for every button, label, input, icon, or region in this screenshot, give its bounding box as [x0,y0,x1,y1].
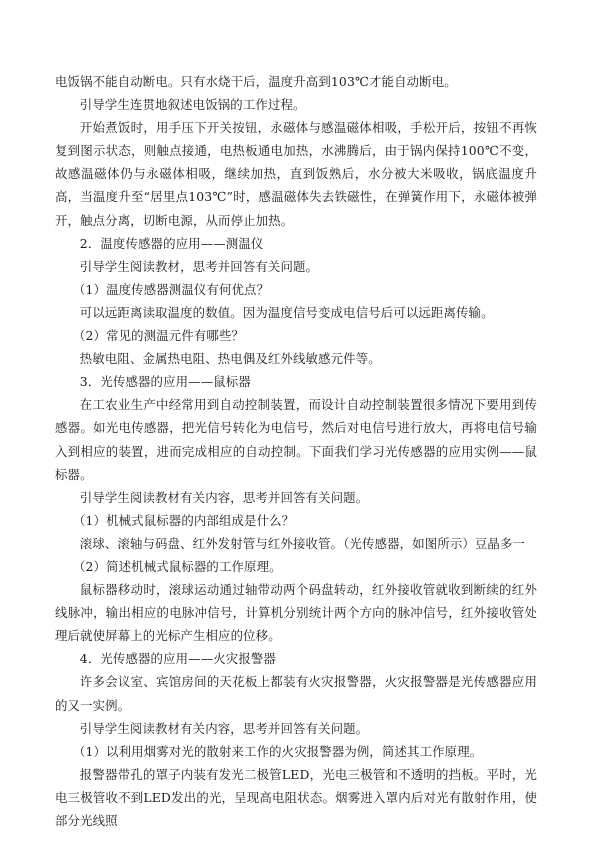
heading-fire-alarm: 4．光传感器的应用——火灾报警器 [79,651,276,667]
paragraph-guide-read: 引导学生阅读教材，思考并回答有关问题。 [79,258,319,274]
paragraph-fire-alarm-intro: 许多会议室、宾馆房间的天花板上都装有火灾报警器，火灾报警器是光传感器应用的又一实例。 [55,674,537,713]
question-mouse-principle: （2）简述机械式鼠标器的工作原理。 [72,558,282,574]
answer-mouse-components: 滚球、滚轴与码盘、红外发射管与红外接收管。（光传感器，如图所示）豆晶多一 [79,535,526,551]
question-temperature-elements: （2）常见的测温元件有哪些？ [72,328,245,344]
answer-temperature-elements: 热敏电阻、金属热电阻、热电偶及红外线敏感元件等。 [79,351,381,367]
paragraph-guide-read-2: 引导学生阅读教材有关内容，思考并回答有关问题。 [79,489,369,505]
paragraph-rice-cooker-intro: 电饭锅不能自动断电。只有水烧干后，温度升高到103℃才能自动断电。 [55,74,457,89]
paragraph-guide-narrate: 引导学生连贯地叙述电饭锅的工作过程。 [79,97,306,113]
answer-thermometer-advantage: 可以远距离读取温度的数值。因为温度信号变成电信号后可以远距离传输。 [79,304,494,320]
paragraph-guide-read-3: 引导学生阅读教材有关内容，思考并回答有关问题。 [79,720,369,736]
question-mouse-components: （1）机械式鼠标器的内部组成是什么？ [72,512,295,528]
question-fire-alarm-principle: （1）以利用烟雾对光的散射来工作的火灾报警器为例，简述其工作原理。 [72,743,483,759]
paragraph-rice-cooker-process: 开始煮饭时，用手压下开关按钮，永磁体与感温磁体相吸，手松开后，按钮不再恢复到图示状态，则触点接通，电热板通电加热，水沸腾后，由于锅内保持100℃不变，故感温磁体仍与永磁体相吸，继续加热，直到饭熟后，水分被大米吸收，锅底温度升高，当温度升至“居里点103℃”时，感温磁体失去铁磁性，在弹簧作用下，永磁体被弹开，触点分离，切断电源，从而停止加热。 [55,120,537,228]
answer-mouse-principle: 鼠标器移动时，滚球运动通过轴带动两个码盘转动，红外接收管就收到断续的红外线脉冲，输出相应的电脉冲信号，计算机分别统计两个方向的脉冲信号，红外接收管处理后就使屏幕上的光标产生相应的位移。 [55,582,537,644]
question-thermometer-advantage: （1）温度传感器测温仪有何优点？ [72,281,270,297]
heading-thermometer: 2．温度传感器的应用——测温仪 [79,235,264,251]
heading-mouse: 3．光传感器的应用——鼠标器 [79,374,251,390]
paragraph-automatic-control: 在工农业生产中经常用到自动控制装置，而设计自动控制装置很多情况下要用到传感器。如光电传感器，把光信号转化为电信号，然后对电信号进行放大，再将电信号输入到相应的装置，进而完成相应的自动控制。下面我们学习光传感器的应用实例——鼠标器。 [55,397,537,482]
answer-fire-alarm-principle: 报警器带孔的罩子内装有发光二极管LED，光电三极管和不透明的挡板。平时，光电三极管收不到LED发出的光，呈现高电阻状态。烟雾进入罩内后对光有散射作用，使部分光线照 [55,766,537,828]
